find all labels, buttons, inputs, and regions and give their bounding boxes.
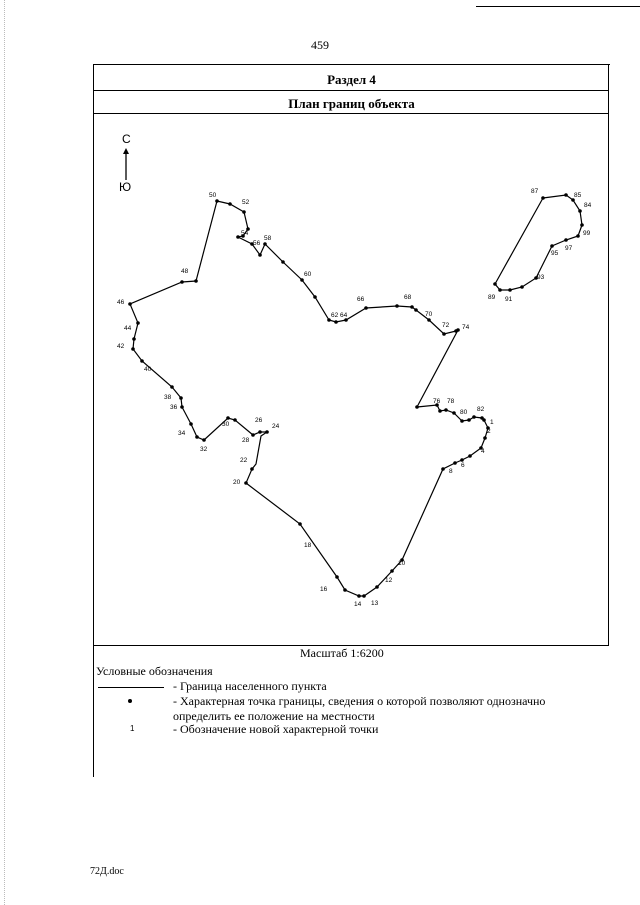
boundary-point-32: [202, 438, 206, 442]
boundary-point: [580, 223, 584, 227]
boundary-point: [343, 588, 347, 592]
page-number: 459: [311, 38, 329, 52]
point-label-8: 8: [449, 468, 453, 475]
boundary-point-58: [263, 242, 267, 246]
point-label-80: 80: [460, 409, 468, 416]
point-label-74: 74: [462, 324, 470, 331]
point-label-95: 95: [551, 250, 559, 257]
boundary-point-18: [298, 522, 302, 526]
boundary-point-70: [427, 318, 431, 322]
boundary-point-24: [265, 430, 269, 434]
point-label-97: 97: [565, 245, 573, 252]
point-label-66: 66: [357, 296, 365, 303]
scale-label: Масштаб 1:6200: [300, 646, 384, 660]
boundary-point: [233, 418, 237, 422]
point-label-14: 14: [354, 601, 362, 608]
point-label-22: 22: [240, 457, 248, 464]
point-label-4: 4: [481, 448, 485, 455]
point-label-20: 20: [233, 479, 241, 486]
boundary-point-60: [300, 278, 304, 282]
legend-boundary-line-symbol: [98, 687, 164, 688]
boundary-point-52: [228, 202, 232, 206]
point-label-13: 13: [371, 600, 379, 607]
boundary-point-99: [576, 234, 580, 238]
boundary-point: [456, 328, 460, 332]
boundary-point-28: [251, 433, 255, 437]
point-label-42: 42: [117, 343, 125, 350]
point-label-89: 89: [488, 294, 496, 301]
point-label-28: 28: [242, 437, 250, 444]
boundary-point-87: [541, 196, 545, 200]
boundary-point-95: [550, 244, 554, 248]
boundary-point-82: [480, 416, 484, 420]
boundary-point-14: [357, 594, 361, 598]
point-label-56: 56: [253, 240, 261, 247]
boundary-point-91: [508, 288, 512, 292]
boundary-point-68: [410, 305, 414, 309]
point-label-82: 82: [477, 406, 485, 413]
point-label-26: 26: [255, 417, 263, 424]
boundary-point-40: [140, 359, 144, 363]
boundary-point-78: [438, 409, 442, 413]
boundary-point: [414, 308, 418, 312]
boundary-point-76: [415, 405, 419, 409]
point-label-36: 36: [170, 404, 178, 411]
legend-point-dot-symbol: [128, 699, 132, 703]
boundary-point: [472, 415, 476, 419]
boundary-point: [444, 408, 448, 412]
boundary-point: [452, 411, 456, 415]
boundary-point-80: [460, 419, 464, 423]
boundary-point: [498, 288, 502, 292]
point-label-72: 72: [442, 322, 450, 329]
point-label-44: 44: [124, 325, 132, 332]
boundary-point: [194, 279, 198, 283]
boundary-point-20: [244, 481, 248, 485]
compass-north-label: С: [122, 132, 131, 146]
point-label-12: 12: [385, 577, 393, 584]
boundary-point-46: [128, 302, 132, 306]
boundary-point-50: [215, 199, 219, 203]
point-label-40: 40: [144, 366, 152, 373]
section-title: Раздел 4: [327, 72, 376, 87]
boundary-point-89: [493, 282, 497, 286]
boundary-point: [281, 260, 285, 264]
legend-item-point: - Характерная точка границы, сведения о которой позволяют однозначно: [173, 694, 546, 708]
boundary-point: [313, 295, 317, 299]
boundary-point-48: [180, 280, 184, 284]
boundary-point: [467, 418, 471, 422]
boundary-point-84: [578, 209, 582, 213]
boundary-points: [128, 193, 584, 598]
boundary-point: [483, 436, 487, 440]
point-label-84: 84: [584, 202, 592, 209]
boundary-point: [180, 405, 184, 409]
compass-south-label: Ю: [119, 180, 132, 194]
point-label-87: 87: [531, 188, 539, 195]
point-label-60: 60: [304, 271, 312, 278]
boundary-point-97: [564, 238, 568, 242]
point-labels: [117, 188, 592, 608]
boundary-point: [520, 285, 524, 289]
point-label-62: 62: [331, 312, 339, 319]
point-label-32: 32: [200, 446, 208, 453]
footer-filename: 72Д.doc: [90, 866, 124, 877]
point-label-48: 48: [181, 268, 189, 275]
boundary-point-66: [364, 306, 368, 310]
boundary-point-10: [390, 569, 394, 573]
boundary-point: [132, 337, 136, 341]
point-label-16: 16: [320, 586, 328, 593]
boundary-point-72: [442, 332, 446, 336]
boundary-point-8: [453, 461, 457, 465]
point-label-52: 52: [242, 199, 250, 206]
point-label-68: 68: [404, 294, 412, 301]
boundary-point-12: [375, 585, 379, 589]
point-label-93: 93: [537, 274, 545, 281]
legend-item-point-cont: определить ее положение на местности: [173, 709, 375, 723]
point-label-50: 50: [209, 192, 217, 199]
legend-number-symbol: 1: [130, 724, 135, 733]
point-label-58: 58: [264, 235, 272, 242]
point-label-24: 24: [272, 423, 280, 430]
boundary-point-38: [170, 385, 174, 389]
point-label-78: 78: [447, 398, 455, 405]
boundary-point-36: [179, 396, 183, 400]
plan-title: План границ объекта: [288, 96, 415, 111]
boundary-point-42: [131, 347, 135, 351]
point-label-6: 6: [461, 462, 465, 469]
point-label-46: 46: [117, 299, 125, 306]
boundary-point-22: [250, 467, 254, 471]
boundary-point-44: [136, 321, 140, 325]
boundary-point: [564, 193, 568, 197]
boundary-point-30: [226, 416, 230, 420]
point-label-85: 85: [574, 192, 582, 199]
boundary-point: [258, 253, 262, 257]
boundary-point: [195, 435, 199, 439]
point-label-2: 2: [487, 428, 491, 435]
point-label-99: 99: [583, 230, 591, 237]
boundary-point-34: [189, 422, 193, 426]
legend-title: Условные обозначения: [96, 664, 213, 678]
boundary-point: [334, 320, 338, 324]
point-label-38: 38: [164, 394, 172, 401]
boundary-point-26: [258, 430, 262, 434]
point-label-1: 1: [490, 419, 494, 426]
point-label-70: 70: [425, 311, 433, 318]
point-label-91: 91: [505, 296, 513, 303]
point-label-34: 34: [178, 430, 186, 437]
point-label-64: 64: [340, 312, 348, 319]
boundary-point: [236, 235, 240, 239]
legend-item-new-point: - Обозначение новой характерной точки: [173, 722, 379, 736]
boundary-point-13: [362, 594, 366, 598]
boundary-point: [441, 467, 445, 471]
boundary-point: [395, 304, 399, 308]
boundary-point: [242, 210, 246, 214]
point-label-76: 76: [433, 398, 441, 405]
legend-item-boundary: - Граница населенного пункта: [173, 679, 327, 693]
boundary-point-16: [335, 575, 339, 579]
boundary-point: [468, 454, 472, 458]
point-label-30: 30: [222, 421, 230, 428]
point-label-10: 10: [398, 560, 406, 567]
point-label-18: 18: [304, 542, 312, 549]
point-label-54: 54: [241, 230, 249, 237]
